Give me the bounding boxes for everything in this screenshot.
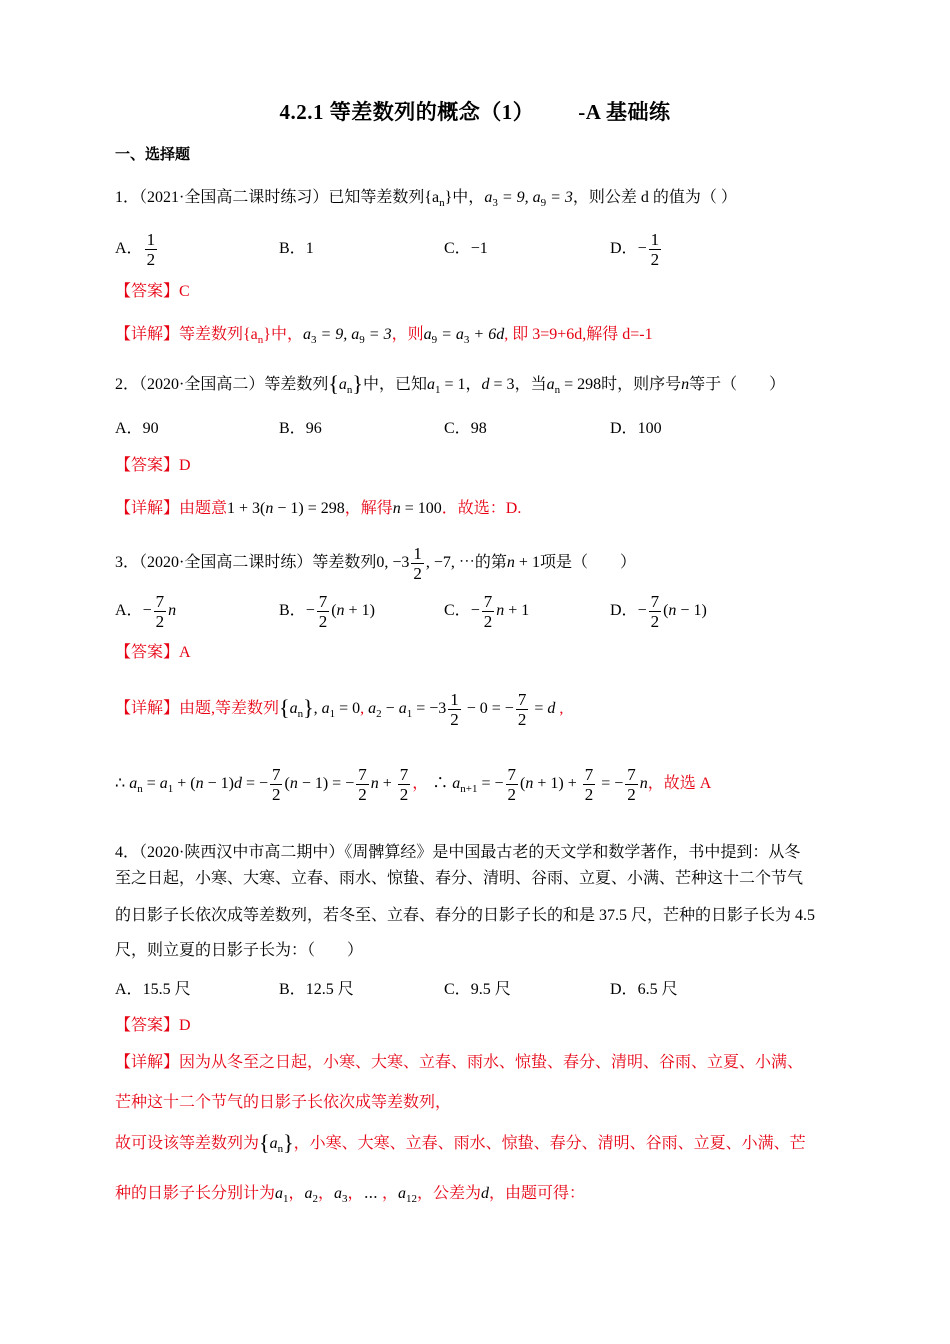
q1-condition: $a_3 = 9$, $a_9 = 3$ [484,189,573,209]
q4-stem-line4: 尺，则立夏的日影子长为：（ ） [115,942,364,959]
q4-option-a[interactable]: A．15.5 尺 [115,981,191,998]
q3-option-c[interactable]: C．− $\frac{7}{2}$ n + 1 [444,592,530,631]
q3-stem: 3．（2020·全国高二课时练）等差数列0, −3 $\frac{1}{2}$ , −7, ⋯的第n + 1项是（ ） [115,544,636,583]
q4-detail-line3: 故可设该等差数列为$\{a_n\}$，小寒、大寒、立春、雨水、惊蛰、春分、清明、谷雨、立夏、小满、芒 [115,1130,806,1155]
q1-detail: 【详解】等差数列$\{a_n\}$中，$a_3 = 9$, $a_9 = 3$，则$a_9 = a_3 + 6d$, 即 3=9+6d,解得 d=-1 [115,326,653,346]
q2-option-a[interactable]: A．90 [115,420,159,437]
q1-option-c[interactable]: C．−1 [444,240,488,257]
q3-detail-line2: ∴ $a_n = a_1 + (n - 1)d$ = − $\frac{7}{2}$ (n − 1) = − $\frac{7}{2}$ n + $\frac{7}{2}$ ， ∴ $a_{n+1}$ = − $\frac{7}{2}$ (n + 1) + $\frac{7}{2}$ = − $\frac{7}{2}$ n，故选 A [115,765,712,804]
q2-answer: 【答案】D [115,457,191,474]
q3-option-b[interactable]: B．− $\frac{7}{2}$ (n + 1) [279,592,375,631]
title-main: 4.2.1 等差数列的概念（1） [279,100,535,124]
section-heading: 一、选择题 [115,147,191,163]
q4-detail-line1: 【详解】因为从冬至之日起，小寒、大寒、立春、雨水、惊蛰、春分、清明、谷雨、立夏、小满、 [115,1054,804,1071]
q1-stem: 1．（2021·全国高二课时练习）已知等差数列$\{a_n\}$中，$a_3 = 9$, $a_9 = 3$，则公差 d 的值为（ ） [115,189,737,209]
q4-stem-line1: 4．（2020·陕西汉中市高二期中）《周髀算经》是中国最古老的天文学和数学著作，书中提到：从冬 [115,844,801,861]
q2-option-b[interactable]: B．96 [279,420,322,437]
q3-detail-line1: 【详解】由题,等差数列$\{a_n\}$, $a_1 = 0$, $a_2 - a_1 = -3$ $\frac{1}{2}$ − 0 = − $\frac{7}{2}$ = d , [115,690,564,729]
q4-stem-line2: 至之日起，小寒、大寒、立春、雨水、惊蛰、春分、清明、谷雨、立夏、小满、芒种这十二个节气 [115,870,804,887]
q1-option-a[interactable]: A． $\frac{1}{2}$ [115,230,156,269]
page-title [0,96,950,126]
q2-option-c[interactable]: C．98 [444,420,487,437]
q4-detail-line4: 种的日影子长分别计为$a_1$，$a_2$，$a_3$，⋯ ，$a_{12}$，公差为d，由题可得： [115,1185,586,1205]
q4-option-c[interactable]: C．9.5 尺 [444,981,511,998]
q3-option-a[interactable]: A．− $\frac{7}{2}$ n [115,592,177,631]
q4-option-d[interactable]: D．6.5 尺 [610,981,678,998]
q1-option-b[interactable]: B．1 [279,240,314,257]
q4-stem-line3: 的日影子长依次成等差数列，若冬至、立春、春分的日影子长的和是 37.5 尺，芒种的日影子长为 4.5 [115,907,816,924]
q4-detail-line2: 芒种这十二个节气的日影子长依次成等差数列， [115,1094,452,1111]
title-suffix: -A 基础练 [578,100,671,124]
q2-option-d[interactable]: D．100 [610,420,662,437]
q3-option-d[interactable]: D．− $\frac{7}{2}$ (n − 1) [610,592,707,631]
q2-detail: 【详解】由题意1 + 3(n − 1) = 298，解得n = 100．故选：D. [115,500,522,517]
q4-option-b[interactable]: B．12.5 尺 [279,981,354,998]
q4-answer: 【答案】D [115,1017,191,1034]
q2-stem: 2．（2020·全国高二）等差数列$\{a_n\}$中，已知$a_1 = 1$，d = 3，当$a_n = 298$时，则序号n等于（ ） [115,371,786,396]
q3-answer: 【答案】A [115,644,191,661]
q1-option-d[interactable]: D．− $\frac{1}{2}$ [610,230,660,269]
q1-answer: 【答案】C [115,283,190,300]
